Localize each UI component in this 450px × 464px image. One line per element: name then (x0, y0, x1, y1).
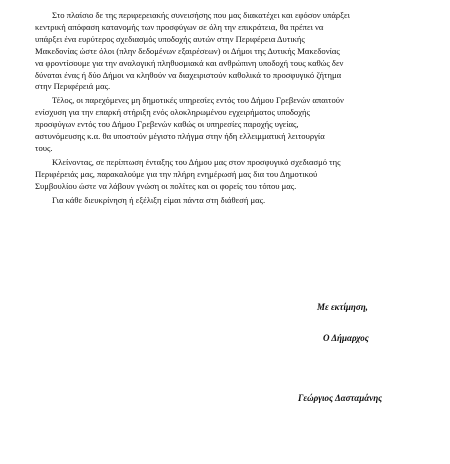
closing-regards: Με εκτίμηση, (317, 302, 368, 312)
signatory-name: Γεώργιος Δασταμάνης (298, 393, 383, 403)
text-line: Συμβουλίου ώστε να λάβουν γνώση οι πολίτες και οι φορείς του τόπου μας. (35, 180, 297, 191)
text-line: Στο πλαίσιο δε της περιφερειακής συνεισήσης που μας διακατέχει και εφόσον υπάρξει (52, 10, 350, 20)
letter-body (35, 10, 445, 207)
text-line: Περιφέρειάς μας, παρακαλούμε για την πλήρη ενημέρωσή μας δια του Δημοτικού (35, 168, 318, 179)
text-line: αστυνόμευσης κ.α. θα υποστούν μέγιστο πλήγμα στην ήδη ελλειμματική λειτουργία (35, 131, 325, 142)
text-line: να φροντίσουμε για την αναλογική πληθυσμιακά και ανθρώπινη υποδοχή τους καθώς δεν (35, 57, 344, 68)
text-line: προσφύγων εντός του Δήμου Γρεβενών καθώς οι υπηρεσίες παροχής υγείας, (35, 119, 299, 130)
text-line: δύναται ένας ή δύο Δήμοι να κληθούν να διαχειριστούν καθολικά το προσφυγικό ζήτημα (35, 69, 342, 80)
text-line: υπάρξει ένα ευρύτερος σχεδιασμός υποδοχής αυτών στην Περιφέρεια Δυτικής (35, 33, 305, 44)
text-line: ενίσχυση για την επαρκή στήριξη ενός ολοκληρωμένου εγχειρήματος υποδοχής (35, 107, 310, 118)
paragraph-services (35, 95, 445, 155)
text-line: Για κάθε διευκρίνηση ή εξέλιξη είμαι πάντα στη διάθεσή μας. (52, 194, 266, 205)
text-line: στην Περιφέρειά μας. (35, 81, 111, 92)
paragraph-closing-request (35, 157, 445, 193)
text-line: κεντρική απόφαση κατανομής των προσφύγων σε όλη την επικράτεια, θα πρέπει να (35, 21, 324, 32)
text-line: τους. (35, 142, 53, 153)
text-line: Κλείνοντας, σε περίπτωση ένταξης του Δήμου μας στον προσφυγικό σχεδιασμό της (52, 156, 341, 167)
signatory-role: Ο Δήμαρχος (323, 333, 369, 343)
text-line: Τέλος, οι παρεχόμενες μη δημοτικές υπηρεσίες εντός του Δήμου Γρεβενών απαιτούν (52, 95, 344, 106)
paragraph-refugee-planning (35, 10, 445, 93)
paragraph-availability (35, 195, 445, 207)
text-line: Μακεδονίας ώστε όλοι (πλην δεδομένων εξαιρέσεων) οι Δήμοι της Δυτικής Μακεδονίας (35, 45, 340, 56)
